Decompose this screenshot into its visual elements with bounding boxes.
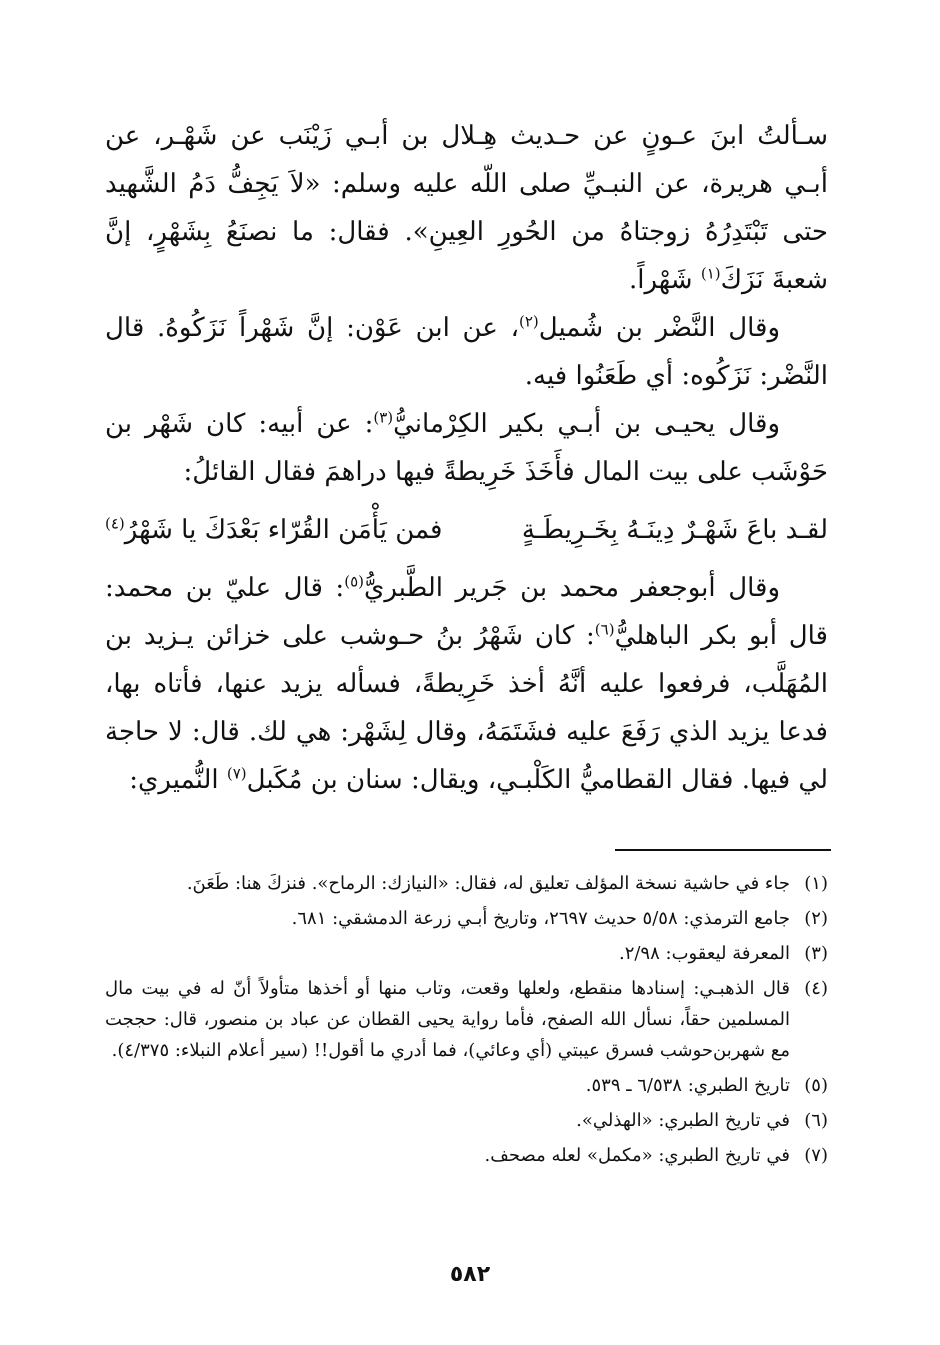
footnote-ref-7[interactable]: (٧) [226, 764, 247, 783]
paragraph-1-text-a: سـألتُ ابنَ عـونٍ عن حـديث هِـلال بن أبـي زَيْنَب عن شَهْـر، عن أبـي هريرة، عن النبـيِّ صلى اللّه عليه وسلم: «لاَ يَجِفُّ دَمُ الشَّهيد حتى تَبْتَدِرُهُ زوجتاهُ من الحُورِ العِينِ». فقال: ما نصنَعُ بِشَهْرٍ، إنَّ شعبةَ نَزَكَ [105, 121, 828, 295]
footnote-number: (٥) [804, 1075, 828, 1096]
paragraph-4-text-b: : قال عليّ بن محمد: قال أبو بكر الباهليُّ [105, 573, 828, 651]
footnote-number: (٧) [804, 1145, 828, 1166]
poetry-verse [105, 506, 828, 554]
footnotes-section [105, 868, 828, 1175]
footnote-6 [105, 1105, 828, 1136]
paragraph-3-text-a: وقال يحيـى بن أبـي بكير الكِرْمانيُّ [393, 409, 780, 439]
paragraph-4-text-c: : كان شَهْرُ بنُ حـوشب على خزائن يـزيد بن المُهَلَّب، فرفعوا عليه أنَّهُ أخذ خَرِيطةً، فسأله يزيد عنها، فأتاه بها، فدعا يزيد الذي رَفَعَ عليه فشَتَمَهُ، وقال لِشَهْر: هي لك. قال: لا حاجة لي فيها. فقال القطاميُّ الكَلْبـي، ويقال: سنان بن مُكَبل [105, 621, 828, 795]
footnote-divider [615, 849, 831, 851]
footnote-number: (٤) [804, 978, 828, 999]
footnote-ref-6[interactable]: (٦) [594, 620, 615, 639]
footnote-text: قال الذهبـي: إسنادها منقطع، ولعلها وقعت، وتاب منها أو أخذها متأولاً أنّ له في بيت مال المسلمين حقاً، نسأل الله الصفح، فأما رواية يحيى القطان عن عباد بن منصور، قال: حججت مع شهربن‌حوشب فسرق عيبتي (أي وعائي)، فما أدري ما أقول!! (سير أعلام النبلاء: ٤/٣٧٥). [105, 978, 790, 1061]
paragraph-2 [105, 304, 828, 400]
footnote-1 [105, 868, 828, 899]
footnote-text: المعرفة ليعقوب: ٢/٩٨. [618, 943, 790, 964]
footnote-7 [105, 1140, 828, 1171]
paragraph-1 [105, 112, 828, 304]
paragraph-1-text-b: شَهْراً. [628, 265, 701, 295]
paragraph-2-text-a: وقال النَّضْر بن شُميل [538, 313, 780, 343]
footnote-text: في تاريخ الطبري: «مكمل» لعله مصحف. [484, 1145, 790, 1166]
paragraph-4-text-a: وقال أبوجعفر محمد بن جَرير الطَّبريُّ [363, 573, 781, 603]
footnote-text: في تاريخ الطبري: «الهذلي». [576, 1110, 790, 1131]
paragraph-3 [105, 400, 828, 496]
page-number: ٥٨٢ [449, 1262, 491, 1287]
main-text [105, 112, 828, 804]
footnote-5 [105, 1070, 828, 1101]
footnote-ref-3[interactable]: (٣) [373, 408, 394, 427]
footnote-3 [105, 938, 828, 969]
footnote-4 [105, 973, 828, 1066]
footnote-ref-4[interactable]: (٤) [105, 514, 125, 533]
footnote-ref-5[interactable]: (٥) [344, 572, 364, 591]
paragraph-4 [105, 564, 828, 804]
footnote-number: (٣) [804, 943, 828, 964]
verse-first-hemistich: لقـد باعَ شَهْـرٌ دِينَـهُ بِخَـرِيطَـةٍ [521, 515, 828, 545]
paragraph-2-text-b: ، عن ابن عَوْن: إنَّ شَهْراً نَزَكُوهُ. قال النَّضْر: نَزَكُوه: أي طَعَنُوا فيه. [105, 313, 828, 391]
footnote-ref-1[interactable]: (١) [700, 264, 721, 283]
verse-second-hemistich-text: فمن يَأْمَن القُرّاء بَعْدَكَ يا شَهْرُ [124, 515, 443, 545]
verse-second-hemistich [105, 506, 442, 554]
footnote-2 [105, 903, 828, 934]
footnote-text: جامع الترمذي: ٥/٥٨ حديث ٢٦٩٧، وتاريخ أبـي زرعة الدمشقي: ٦٨١. [291, 908, 790, 929]
footnote-text: تاريخ الطبري: ٦/٥٣٨ ـ ٥٣٩. [585, 1075, 790, 1096]
paragraph-4-text-d: النُّميري: [129, 765, 227, 795]
footnote-number: (٦) [804, 1110, 828, 1131]
footnote-number: (١) [804, 873, 828, 894]
footnote-text: جاء في حاشية نسخة المؤلف تعليق له، فقال: «النيازك: الرماح». فنزكَ هنا: طَعَنَ. [186, 873, 790, 894]
footnote-number: (٢) [804, 908, 828, 929]
footnote-ref-2[interactable]: (٢) [518, 312, 539, 331]
paragraph-3-text-b: : عن أبيه: كان شَهْر بن حَوْشَب على بيت المال فأَخَذَ خَرِيطةً فيها دراهمَ فقال القائلُ: [105, 409, 828, 487]
